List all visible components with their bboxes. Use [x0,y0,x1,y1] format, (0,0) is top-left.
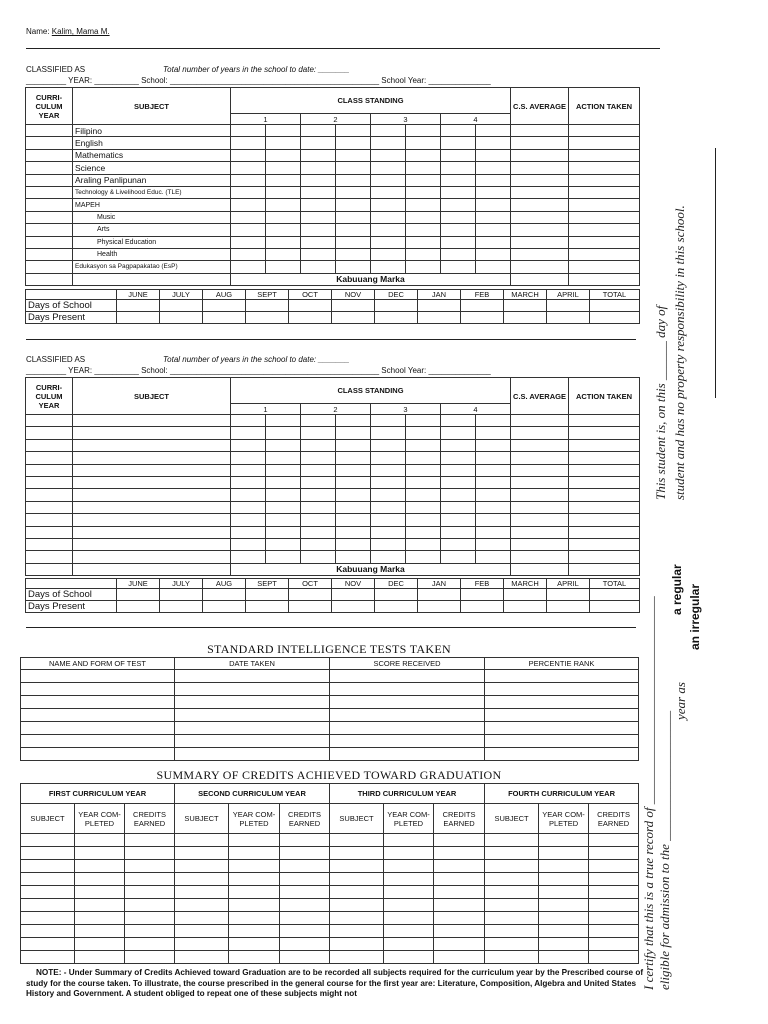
percentile-header: PERCENTIE RANK [485,658,639,670]
credits-earned-header: CREDITS EARNED [280,804,330,834]
third-year-header: THIRD CURRICULUM YEAR [330,784,485,804]
subject-header: SUBJECT [73,378,231,415]
month-header: MARCH [504,579,547,589]
attendance-table-2 [25,578,640,613]
month-header: FEB [461,290,504,300]
quarter-3-header: 3 [371,114,441,125]
month-header: SEPT [246,290,289,300]
month-header: APRIL [547,290,590,300]
subject-row: Filipino [73,125,231,137]
quarter-2-header: 2 [301,114,371,125]
section-divider [26,339,636,340]
class-standing-header: CLASS STANDING [231,378,511,404]
month-header: NOV [332,290,375,300]
fourth-year-header: FOURTH CURRICULUM YEAR [485,784,639,804]
classified-as-label: CLASSIFIED AS [26,355,86,364]
note-text: Under Summary of Credits Achieved toward Graduation are to be recorded all subjects required for the curriculum year by the Prescribed course of study for the course taken. To illustrate, the course prescribed in the general course for the first year are: Literature, Composition, Algebra and United States History and Government. A student obliged to repeat one of these subjects might not [26,968,644,998]
subject-row: Physical Education [73,236,231,248]
cs-average-header: C.S. AVERAGE [511,378,569,415]
note-paragraph [26,968,648,1000]
subject-row: Health [73,248,231,260]
certify-line-5: student and has no property responsibility in this school. [672,205,687,500]
month-header: OCT [289,579,332,589]
year-school-line: _________ YEAR: __________ School: _______________________________________________ School Year: ______________ [26,76,491,85]
month-header: JUNE [117,290,160,300]
first-year-header: FIRST CURRICULUM YEAR [21,784,175,804]
credits-earned-header: CREDITS EARNED [434,804,485,834]
credits-subject-header: SUBJECT [485,804,539,834]
grades-table-2 [25,377,640,576]
subject-row: Arts [73,224,231,236]
month-header: JULY [160,579,203,589]
cs-average-header: C.S. AVERAGE [511,88,569,125]
certify-line-1: I certify that this is a true record of ________________________________ [641,596,656,990]
year-completed-header: YEAR COM- PLETED [384,804,434,834]
test-name-header: NAME AND FORM OF TEST [21,658,175,670]
credits-earned-header: CREDITS EARNED [125,804,175,834]
subject-row: Technology & Livelihood Educ. (TLE) [73,186,231,198]
quarter-1-header: 1 [231,404,301,415]
certify-year-as: year as [673,682,688,720]
month-header: TOTAL [590,290,640,300]
credits-subject-header: SUBJECT [21,804,75,834]
note-label: NOTE: - [36,968,67,977]
class-standing-header: CLASS STANDING [231,88,511,114]
month-header: JAN [418,579,461,589]
action-taken-header: ACTION TAKEN [569,378,640,415]
credits-subject-header: SUBJECT [175,804,229,834]
quarter-4-header: 4 [441,404,511,415]
days-of-school-label: Days of School [26,300,117,312]
regular-option: a regular [670,564,684,615]
credits-earned-header: CREDITS EARNED [589,804,639,834]
subject-row: Araling Panlipunan [73,174,231,186]
quarter-1-header: 1 [231,114,301,125]
month-header: APRIL [547,579,590,589]
month-header: JULY [160,290,203,300]
month-header: JAN [418,290,461,300]
subject-row: Music [73,211,231,223]
credits-title: SUMMARY OF CREDITS ACHIEVED TOWARD GRADUATION [156,768,502,782]
certify-signature-line [715,148,716,398]
month-header: SEPT [246,579,289,589]
second-year-header: SECOND CURRICULUM YEAR [175,784,330,804]
certify-line-4: This student is, on this ______ day of [653,305,668,500]
subject-row: Mathematics [73,149,231,161]
month-header: DEC [375,579,418,589]
total-years-line: Total number of years in the school to date: _______ [163,65,350,74]
credits-table [20,783,639,964]
grades-table-1 [25,87,640,286]
days-of-school-label: Days of School [26,589,117,601]
name-label: Name: [26,27,50,36]
classified-as-label: CLASSIFIED AS [26,65,86,74]
days-present-label: Days Present [26,312,117,324]
year-completed-header: YEAR COM- PLETED [229,804,280,834]
curriculum-year-header: CURRI- CULUM YEAR [26,88,73,125]
year-completed-header: YEAR COM- PLETED [75,804,125,834]
month-header: OCT [289,290,332,300]
score-header: SCORE RECEIVED [330,658,485,670]
subject-row: Edukasyon sa Pagpapakatao (EsP) [73,261,231,273]
month-header: TOTAL [590,579,640,589]
subject-header: SUBJECT [73,88,231,125]
month-header: JUNE [117,579,160,589]
curriculum-year-header: CURRI- CULUM YEAR [26,378,73,415]
irregular-option: an irregular [688,583,702,650]
subject-row: Science [73,162,231,174]
certify-line-2: eligible for admission to the ____________________ [657,710,672,990]
total-years-line: Total number of years in the school to date: _______ [163,355,350,364]
year-completed-header: YEAR COM- PLETED [539,804,589,834]
year-school-line: _________ YEAR: __________ School: _______________________________________________ School Year: ______________ [26,366,491,375]
subject-row: MAPEH [73,199,231,211]
month-header: NOV [332,579,375,589]
kabuuang-marka: Kabuuang Marka [231,563,511,575]
section-divider [26,627,636,628]
month-header: FEB [461,579,504,589]
quarter-3-header: 3 [371,404,441,415]
month-header: DEC [375,290,418,300]
month-header: AUG [203,290,246,300]
date-taken-header: DATE TAKEN [175,658,330,670]
attendance-table-1 [25,289,640,324]
month-header: AUG [203,579,246,589]
month-header: MARCH [504,290,547,300]
tests-title: STANDARD INTELLIGENCE TESTS TAKEN [207,642,451,656]
student-name: Kalim, Mama M. [51,27,110,36]
kabuuang-marka: Kabuuang Marka [231,273,511,285]
quarter-2-header: 2 [301,404,371,415]
subject-row: English [73,137,231,149]
quarter-4-header: 4 [441,114,511,125]
name-line [26,27,110,36]
credits-subject-header: SUBJECT [330,804,384,834]
action-taken-header: ACTION TAKEN [569,88,640,125]
header-divider [26,48,660,49]
tests-table [20,657,639,761]
days-present-label: Days Present [26,601,117,613]
